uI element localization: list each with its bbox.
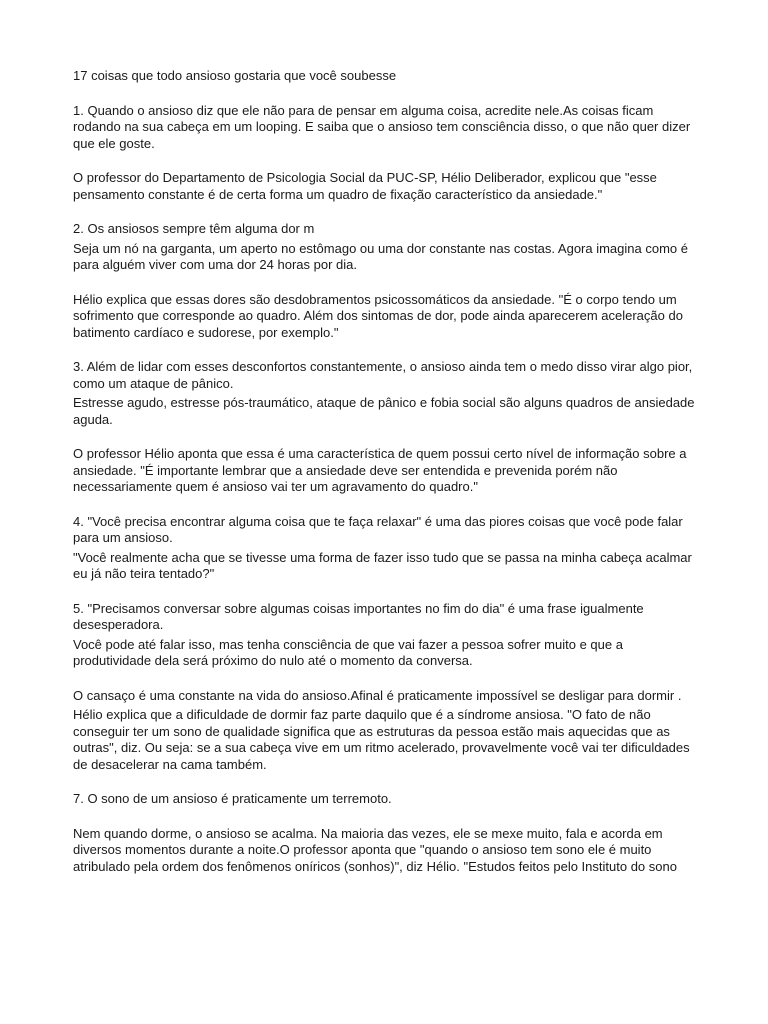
paragraph-15: 7. O sono de um ansioso é praticamente um terremoto. [73,791,392,806]
paragraph-6: 3. Além de lidar com esses desconfortos constantemente, o ansioso ainda tem o medo disso virar algo pior, como um ataque de pânico. [73,359,693,391]
document-page [73,58,698,875]
paragraph-9: 4. "Você precisa encontrar alguma coisa que te faça relaxar" é uma das piores coisas que você pode falar para um ansioso. [73,513,683,545]
document-title: 17 coisas que todo ansioso gostaria que você soubesse [73,68,397,83]
paragraph-2: O professor do Departamento de Psicologia Social da PUC-SP, Hélio Deliberador, explicou que "esse pensamento constante é de certa forma um quadro de fixação característico da ansiedade." [73,170,657,202]
paragraph-3: 2. Os ansiosos sempre têm alguma dor m [73,221,315,236]
paragraph-1: 1. Quando o ansioso diz que ele não para de pensar em alguma coisa, acredite nele.As coisas ficam rodando na sua cabeça em um looping. E saiba que o ansioso tem consciência disso, o que não quer dizer que ele goste. [73,102,691,151]
paragraph-7: Estresse agudo, estresse pós-traumático, ataque de pânico e fobia social são alguns quadros de ansiedade aguda. [73,395,695,427]
paragraph-16: Nem quando dorme, o ansioso se acalma. Na maioria das vezes, ele se mexe muito, fala e acorda em diversos momentos durante a noite.O professor aponta que "quando o ansioso tem sono ele é muito atribulado pela ordem dos fenômenos oníricos (sonhos)", diz Hélio. "Estudos feitos pelo Instituto do sono [73,825,677,874]
paragraph-14: Hélio explica que a dificuldade de dormir faz parte daquilo que é a síndrome ansiosa. "O fato de não conseguir ter um sono de qualidade significa que as estruturas da pessoa estão mais aquecidas que as outras", diz. Ou seja: se a sua cabeça vive em um ritmo acelerado, provavelmente você vai ter dificuldades de desacelerar na cama também. [73,707,690,772]
paragraph-12: Você pode até falar isso, mas tenha consciência de que vai fazer a pessoa sofrer muito e que a produtividade dela será próximo do nulo até o momento da conversa. [73,636,623,668]
paragraph-10: "Você realmente acha que se tivesse uma forma de fazer isso tudo que se passa na minha cabeça acalmar eu já não teira tentado?" [73,549,692,581]
paragraph-11: 5. "Precisamos conversar sobre algumas coisas importantes no fim do dia" é uma frase igualmente desesperadora. [73,600,644,632]
paragraph-8: O professor Hélio aponta que essa é uma característica de quem possui certo nível de informação sobre a ansiedade. "É importante lembrar que a ansiedade deve ser entendida e prevenida porém não necessariamente quem é ansioso vai ter um agravamento do quadro." [73,446,687,494]
paragraph-4: Seja um nó na garganta, um aperto no estômago ou uma dor constante nas costas. Agora imagina como é para alguém viver com uma dor 24 horas por dia. [73,240,688,272]
paragraph-5: Hélio explica que essas dores são desdobramentos psicossomáticos da ansiedade. "É o corpo tendo um sofrimento que corresponde ao quadro. Além dos sintomas de dor, pode ainda aparecerem aceleração do batimento cardíaco e sudorese, por exemplo." [73,291,683,340]
paragraph-13: O cansaço é uma constante na vida do ansioso.Afinal é praticamente impossível se desligar para dormir . [73,687,682,703]
